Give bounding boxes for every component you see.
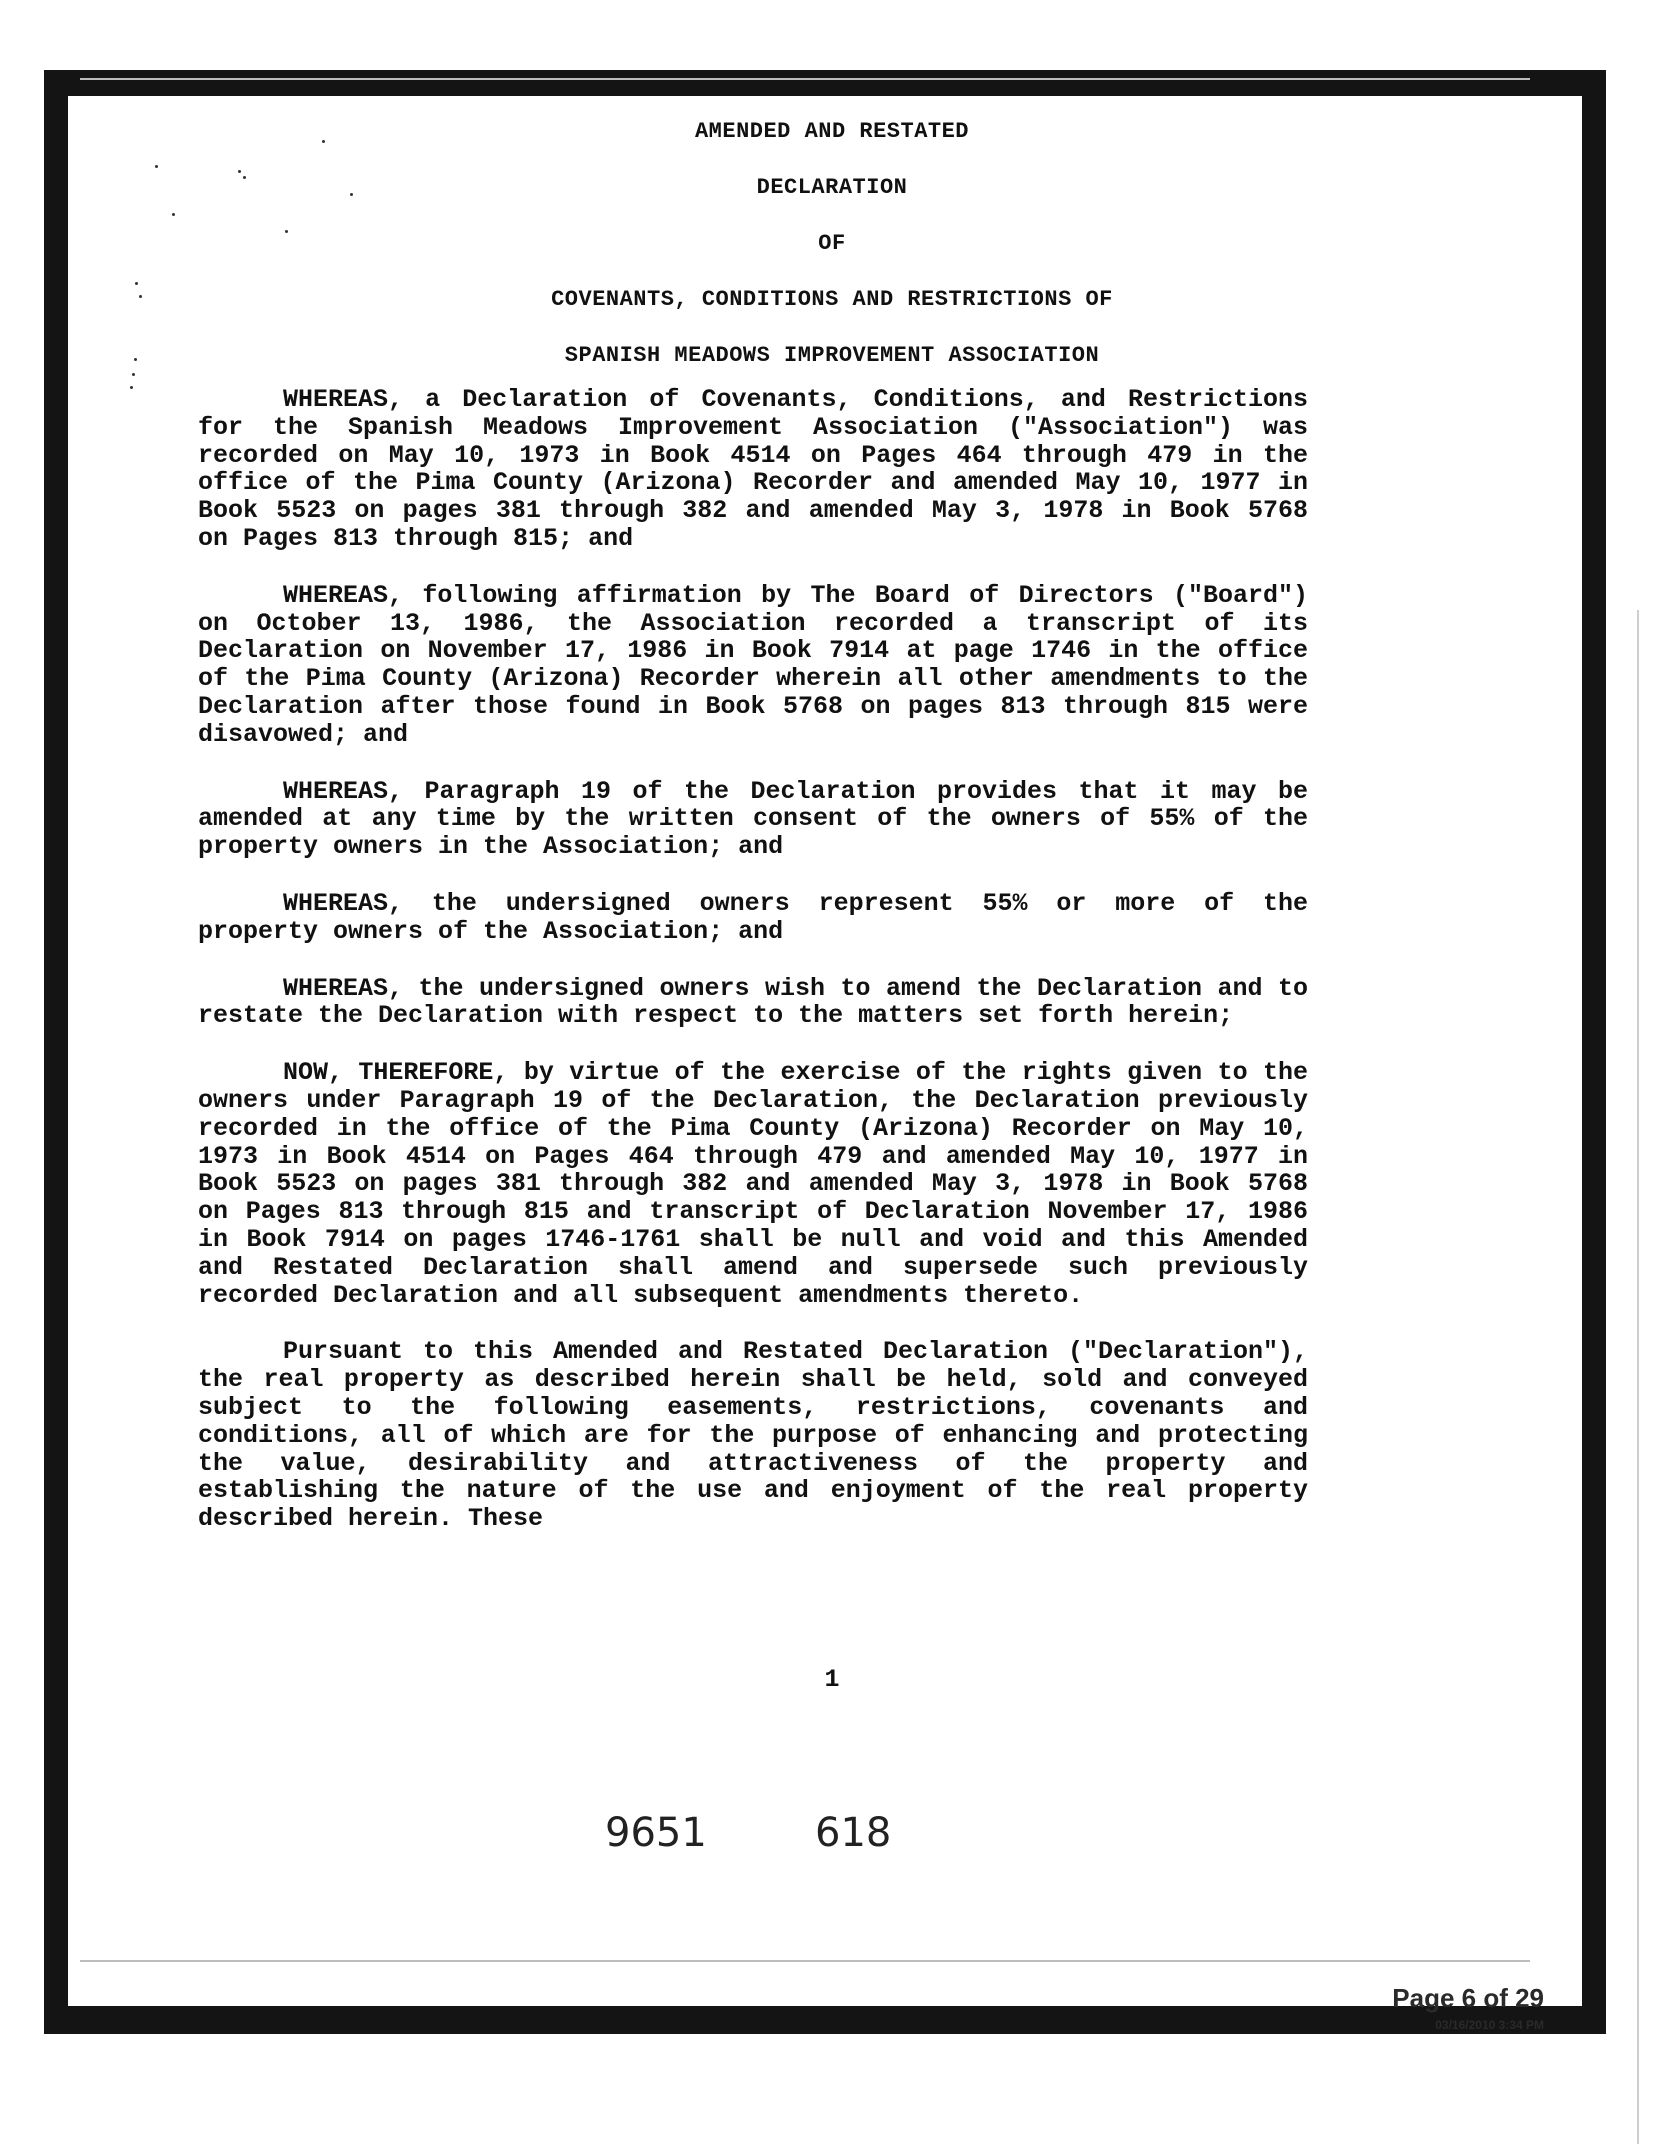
paragraph: WHEREAS, Paragraph 19 of the Declaration provides that it may be amended at any time by the written consent of the owners of 55% of the property owners in the Association; and <box>198 776 1308 862</box>
paragraph: NOW, THEREFORE, by virtue of the exercise of the rights given to the owners under Paragraph 19 of the Declaration, the Declaration previously recorded in the office of the Pima County (Arizona) Recorder on May 10, 1973 in Book 4514 on Pages 464 through 479 and amended May 10, 1977 in Book 5523 on pages 381 through 382 and amended May 3, 1978 in Book 5768 on Pages 813 through 815 and transcript of Declaration November 17, 1986 in Book 7914 on pages 1746-1761 shall be null and void and this Amended and Restated Declaration shall amend and supersede such previously recorded Declaration and all subsequent amendments thereto. <box>198 1058 1308 1310</box>
page-number: 1 <box>824 1665 840 1694</box>
title-line-3: OF <box>818 231 846 256</box>
paragraph: WHEREAS, following affirmation by The Board of Directors ("Board") on October 13, 1986, the Association recorded a transcript of its Declaration on November 17, 1986 in Book 7914 at page 1746 in the office of the Pima County (Arizona) Recorder wherein all other amendments to the Declaration after those found in Book 5768 on pages 813 through 815 were disavowed; and <box>198 580 1308 749</box>
paragraph: WHEREAS, a Declaration of Covenants, Conditions, and Restrictions for the Spanish Meadows Improvement Association ("Association") was recorded on May 10, 1973 in Book 4514 on Pages 464 through 479 in the office of the Pima County (Arizona) Recorder and amended May 10, 1977 in Book 5523 on pages 381 through 382 and amended May 3, 1978 in Book 5768 on Pages 813 through 815; and <box>198 385 1308 553</box>
page-reference-number: 618 <box>815 1810 892 1856</box>
paragraph: WHEREAS, the undersigned owners wish to amend the Declaration and to restate the Declaration with respect to the matters set forth herein; <box>198 973 1308 1031</box>
title-line-4: COVENANTS, CONDITIONS AND RESTRICTIONS OF <box>551 287 1113 312</box>
scan-dot <box>130 386 133 389</box>
scan-edge-line <box>1637 610 1639 2144</box>
scan-speckle <box>80 1960 1530 1962</box>
document-body <box>198 386 1308 1562</box>
paragraph: WHEREAS, the undersigned owners represent 55% or more of the property owners of the Association; and <box>198 888 1308 946</box>
title-line-2: DECLARATION <box>756 175 908 200</box>
title-line-1: AMENDED AND RESTATED <box>694 119 970 144</box>
document-title <box>60 104 1604 384</box>
scan-speckle <box>80 78 1530 80</box>
paragraph: Pursuant to this Amended and Restated Declaration ("Declaration"), the real property as described herein shall be held, sold and conveyed subject to the following easements, restrictions, covenants and conditions, all of which are for the purpose of enhancing and protecting the value, desirability and attractiveness of the property and establishing the nature of the use and enjoyment of the real property described herein. These <box>198 1337 1308 1534</box>
page-count-stamp: Page 6 of 29 <box>1392 1983 1544 2013</box>
book-reference-number: 9651 <box>605 1810 707 1856</box>
title-line-5: SPANISH MEADOWS IMPROVEMENT ASSOCIATION <box>564 343 1100 368</box>
date-stamp: 03/16/2010 3:34 PM <box>1435 2018 1544 2032</box>
